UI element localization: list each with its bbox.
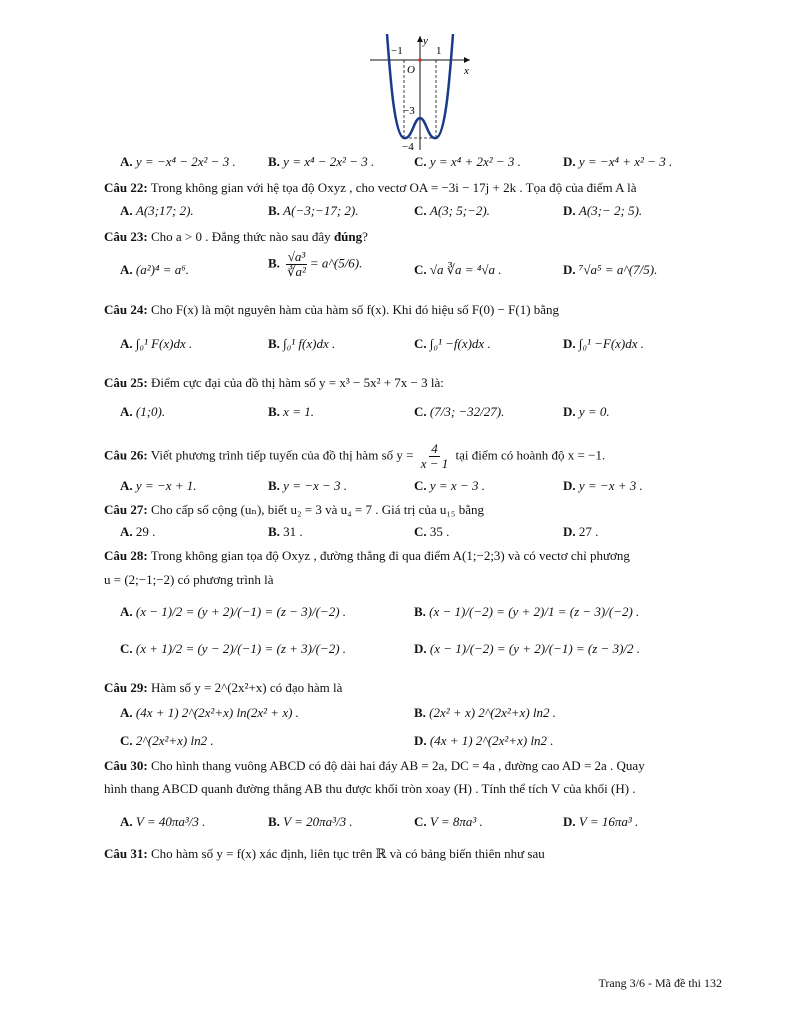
q23-option-d: D. ⁷√a⁵ = a^(7/5). bbox=[563, 262, 658, 277]
q29-stem: Câu 29: Hàm số y = 2^(2x²+x) có đạo hàm là bbox=[104, 680, 343, 695]
q27-option-d: D. 27 . bbox=[563, 524, 599, 539]
q30-option-b: B. V = 20πa³/3 . bbox=[268, 814, 353, 829]
q22-option-b: B. A(−3;−17; 2). bbox=[268, 203, 359, 218]
q21-option-c: C. y = x⁴ + 2x² − 3 . bbox=[414, 154, 521, 169]
y-label: y bbox=[423, 35, 428, 47]
q28-option-b: B. (x − 1)/(−2) = (y + 2)/1 = (z − 3)/(−2) . bbox=[414, 604, 640, 619]
q29-option-b: B. (2x² + x) 2^(2x²+x) ln2 . bbox=[414, 705, 557, 720]
q27-option-a: A. 29 . bbox=[120, 524, 156, 539]
q24-option-d: D. ∫₀¹ −F(x)dx . bbox=[563, 336, 645, 351]
q24-option-b: B. ∫₀¹ f(x)dx . bbox=[268, 336, 336, 351]
origin-label: O bbox=[407, 64, 415, 76]
q22-stem: Câu 22: Trong không gian với hệ tọa độ Oxyz , cho vectơ OA = −3i − 17j + 2k . Tọa độ của điểm A là bbox=[104, 180, 637, 195]
q25-option-c: C. (7/3; −32/27). bbox=[414, 404, 505, 419]
q26-stem: Câu 26: Viết phương trình tiếp tuyến của đồ thị hàm số y = $\frac{4}{x - 1}$ tại điểm có hoành độ x = −1. bbox=[104, 441, 606, 471]
q21-option-a: A. y = −x⁴ − 2x² − 3 . bbox=[120, 154, 236, 169]
q22-option-c: C. A(3; 5;−2). bbox=[414, 203, 490, 218]
q29-option-a: A. (4x + 1) 2^(2x²+x) ln(2x² + x) . bbox=[120, 705, 299, 720]
q25-stem: Câu 25: Điểm cực đại của đồ thị hàm số y = x³ − 5x² + 7x − 3 là: bbox=[104, 375, 444, 390]
q28-stem: Câu 28: Trong không gian tọa độ Oxyz , đường thẳng đi qua điểm A(1;−2;3) và có vectơ chỉ phương bbox=[104, 548, 630, 563]
q24-option-c: C. ∫₀¹ −f(x)dx . bbox=[414, 336, 491, 351]
q27-option-c: C. 35 . bbox=[414, 524, 450, 539]
q23-stem: Câu 23: Cho a > 0 . Đẳng thức nào sau đây đúng? bbox=[104, 229, 368, 244]
q22-option-a: A. A(3;17; 2). bbox=[120, 203, 194, 218]
q30-option-d: D. V = 16πa³ . bbox=[563, 814, 639, 829]
tick-neg1: −1 bbox=[391, 45, 403, 57]
q31-stem: Câu 31: Cho hàm số y = f(x) xác định, liên tục trên ℝ và có bảng biến thiên như sau bbox=[104, 846, 545, 861]
q26-option-a: A. y = −x + 1. bbox=[120, 478, 197, 493]
q28-option-c: C. (x + 1)/2 = (y − 2)/(−1) = (z + 3)/(−2) . bbox=[120, 641, 347, 656]
q30-stem-cont: hình thang ABCD quanh đường thẳng AB thu được khối tròn xoay (H) . Tính thể tích V của khối (H) . bbox=[104, 781, 636, 796]
q28-option-d: D. (x − 1)/(−2) = (y + 2)/(−1) = (z − 3)/2 . bbox=[414, 641, 641, 656]
tick-neg4: −4 bbox=[402, 141, 414, 153]
q21-option-d: D. y = −x⁴ + x² − 3 . bbox=[563, 154, 673, 169]
q27-stem: Câu 27: Cho cấp số cộng (uₙ), biết u₂ = 3 và u₄ = 7 . Giá trị của u₁₅ bằng bbox=[104, 502, 484, 517]
q29-option-d: D. (4x + 1) 2^(2x²+x) ln2 . bbox=[414, 733, 554, 748]
q24-stem: Câu 24: Cho F(x) là một nguyên hàm của hàm số f(x). Khi đó hiệu số F(0) − F(1) bằng bbox=[104, 302, 560, 317]
q27-option-b: B. 31 . bbox=[268, 524, 303, 539]
tick-1: 1 bbox=[436, 45, 442, 57]
q24-option-a: A. ∫₀¹ F(x)dx . bbox=[120, 336, 193, 351]
q30-option-a: A. V = 40πa³/3 . bbox=[120, 814, 206, 829]
q21-option-b: B. y = x⁴ − 2x² − 3 . bbox=[268, 154, 375, 169]
q28-stem-cont: u = (2;−1;−2) có phương trình là bbox=[104, 572, 274, 587]
q23-option-b: B. $\frac{\text{√a³}}{\text{∛a²}}$ = a^(5/6). bbox=[268, 249, 363, 279]
q23-option-c: C. √a ∛a = ⁴√a . bbox=[414, 262, 502, 277]
q29-option-c: C. 2^(2x²+x) ln2 . bbox=[120, 733, 214, 748]
q26-option-d: D. y = −x + 3 . bbox=[563, 478, 643, 493]
x-label: x bbox=[464, 65, 469, 77]
q26-option-b: B. y = −x − 3 . bbox=[268, 478, 348, 493]
q22-option-d: D. A(3;− 2; 5). bbox=[563, 203, 643, 218]
q30-option-c: C. V = 8πa³ . bbox=[414, 814, 483, 829]
q25-option-a: A. (1;0). bbox=[120, 404, 166, 419]
q28-option-a: A. (x − 1)/2 = (y + 2)/(−1) = (z − 3)/(−2) . bbox=[120, 604, 347, 619]
q25-option-b: B. x = 1. bbox=[268, 404, 314, 419]
q25-option-d: D. y = 0. bbox=[563, 404, 610, 419]
page-footer: Trang 3/6 - Mã đề thi 132 bbox=[598, 976, 722, 990]
tick-neg3: −3 bbox=[403, 105, 415, 117]
q30-stem: Câu 30: Cho hình thang vuông ABCD có độ dài hai đáy AB = 2a, DC = 4a , đường cao AD = 2a . Quay bbox=[104, 758, 645, 773]
q26-option-c: C. y = x − 3 . bbox=[414, 478, 485, 493]
quartic-graph bbox=[360, 32, 480, 154]
q23-option-a: A. (a²)⁴ = a⁶. bbox=[120, 262, 190, 277]
